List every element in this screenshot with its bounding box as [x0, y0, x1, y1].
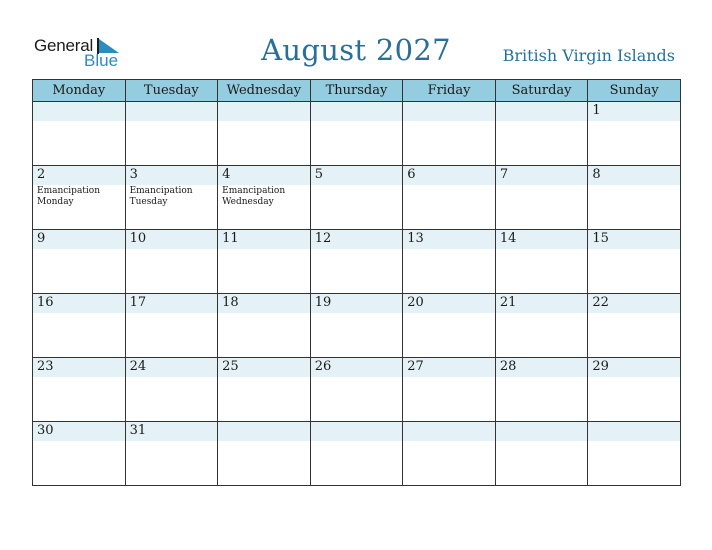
week-row [33, 422, 681, 486]
day-number: 9 [37, 231, 46, 246]
day-cell [33, 230, 126, 294]
day-number: 22 [592, 295, 609, 310]
day-cell [403, 230, 496, 294]
day-number: 28 [499, 359, 517, 374]
day-number: 16 [37, 295, 54, 310]
day-cell [33, 166, 126, 230]
day-cell [588, 422, 681, 486]
day-cell [125, 230, 218, 294]
weekday-header: Friday [403, 80, 496, 102]
day-cell [310, 422, 403, 486]
day-number: 18 [222, 295, 239, 310]
day-number: 5 [314, 167, 323, 182]
week-row [33, 294, 681, 358]
day-cell [310, 358, 403, 422]
day-cell [218, 294, 311, 358]
logo-text-blue: Blue [84, 51, 119, 70]
weekday-header: Thursday [310, 80, 403, 102]
day-cell [33, 422, 126, 486]
day-number: 6 [407, 167, 416, 182]
day-cell [403, 294, 496, 358]
day-cell [125, 422, 218, 486]
day-number: 2 [37, 167, 46, 182]
day-cell [495, 294, 588, 358]
day-cell [33, 294, 126, 358]
day-number: 12 [314, 231, 332, 246]
day-cell [310, 166, 403, 230]
week-row [33, 102, 681, 166]
weekday-header-row [33, 80, 681, 102]
day-cell [403, 358, 496, 422]
day-number: 26 [314, 359, 332, 374]
day-number: 14 [499, 231, 517, 246]
day-cell [495, 358, 588, 422]
day-number: 15 [592, 231, 609, 246]
weekday-header: Saturday [495, 80, 588, 102]
day-cell [588, 230, 681, 294]
day-cell [218, 166, 311, 230]
day-cell [495, 102, 588, 166]
day-cell [218, 358, 311, 422]
day-cell [310, 294, 403, 358]
calendar-title: August 2027 [261, 33, 451, 67]
week-row [33, 358, 681, 422]
day-cell [310, 102, 403, 166]
day-number: 13 [407, 231, 424, 246]
holiday-label: Emancipation Tuesday [129, 186, 193, 207]
day-cell [125, 166, 218, 230]
day-number: 4 [222, 167, 231, 182]
day-number: 19 [314, 295, 332, 310]
day-cell [125, 102, 218, 166]
day-cell [33, 358, 126, 422]
day-number: 10 [129, 231, 147, 246]
day-number: 30 [37, 423, 54, 438]
weekday-header: Monday [33, 80, 126, 102]
day-cell [495, 230, 588, 294]
calendar-grid [32, 79, 681, 486]
day-cell [403, 422, 496, 486]
day-number: 8 [592, 167, 601, 182]
day-number: 29 [592, 359, 609, 374]
day-number: 21 [499, 295, 517, 310]
day-number: 24 [129, 359, 147, 374]
day-number: 7 [499, 167, 509, 182]
day-cell [588, 102, 681, 166]
week-row [33, 230, 681, 294]
day-cell [588, 358, 681, 422]
day-cell [125, 294, 218, 358]
day-number: 23 [37, 359, 54, 374]
day-cell [218, 230, 311, 294]
day-cell [588, 294, 681, 358]
day-cell [403, 166, 496, 230]
logo-text-general: General [34, 36, 94, 55]
country-name: British Virgin Islands [502, 46, 675, 65]
day-cell [495, 422, 588, 486]
day-number: 17 [129, 295, 147, 310]
day-number: 27 [407, 359, 424, 374]
day-number: 3 [129, 167, 138, 182]
day-cell [218, 102, 311, 166]
week-row [33, 166, 681, 230]
day-number: 11 [222, 231, 239, 246]
day-number: 31 [129, 423, 147, 438]
day-cell [125, 358, 218, 422]
day-cell [218, 422, 311, 486]
day-cell [33, 102, 126, 166]
day-cell [495, 166, 588, 230]
day-number: 1 [592, 103, 601, 118]
weekday-header: Sunday [588, 80, 681, 102]
holiday-label: Emancipation Monday [37, 186, 101, 207]
day-number: 20 [407, 295, 424, 310]
weekday-header: Wednesday [218, 80, 311, 102]
holiday-label: Emancipation Wednesday [222, 186, 286, 207]
weekday-header: Tuesday [125, 80, 218, 102]
day-cell [588, 166, 681, 230]
day-number: 25 [222, 359, 239, 374]
day-cell [403, 102, 496, 166]
day-cell [310, 230, 403, 294]
